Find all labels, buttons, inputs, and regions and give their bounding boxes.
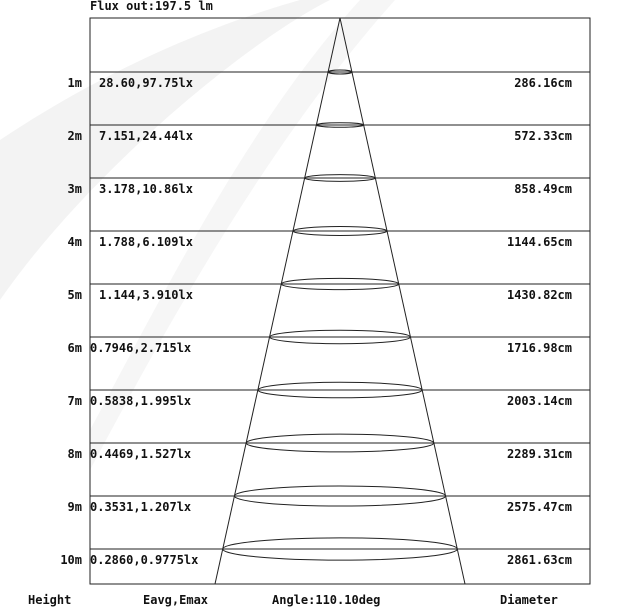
row-height-label: 8m	[67, 447, 82, 461]
row-illuminance-label: 0.2860,0.9775lx	[90, 553, 199, 567]
row-height-label: 5m	[67, 288, 82, 302]
row-diameter-label: 572.33cm	[514, 129, 572, 143]
flux-out-label: Flux out:197.5 lm	[90, 0, 213, 13]
row-height-label: 3m	[67, 182, 82, 196]
row-illuminance-label: 7.151,24.44lx	[99, 129, 193, 143]
eavg-emax-column-label: Eavg,Emax	[143, 593, 209, 607]
cone-left-edge	[215, 18, 340, 584]
row-illuminance-label: 0.3531,1.207lx	[90, 500, 192, 514]
watermark-swoosh	[0, 0, 330, 300]
row-height-label: 7m	[67, 394, 82, 408]
row-labels	[60, 76, 572, 567]
row-diameter-label: 286.16cm	[514, 76, 572, 90]
row-diameter-label: 2003.14cm	[506, 394, 572, 408]
row-height-label: 1m	[67, 76, 82, 90]
diameter-column-label: Diameter	[500, 593, 558, 607]
row-height-label: 6m	[67, 341, 82, 355]
row-diameter-label: 1144.65cm	[506, 235, 572, 249]
row-illuminance-label: 28.60,97.75lx	[99, 76, 193, 90]
row-diameter-label: 2575.47cm	[506, 500, 572, 514]
row-diameter-label: 1430.82cm	[506, 288, 572, 302]
row-illuminance-label: 0.4469,1.527lx	[90, 447, 192, 461]
row-illuminance-label: 0.5838,1.995lx	[90, 394, 192, 408]
row-height-label: 9m	[67, 500, 82, 514]
row-illuminance-label: 3.178,10.86lx	[99, 182, 193, 196]
row-height-label: 10m	[60, 553, 82, 567]
row-diameter-label: 2289.31cm	[506, 447, 572, 461]
row-diameter-label: 2861.63cm	[506, 553, 572, 567]
beam-angle-label: Angle:110.10deg	[272, 593, 381, 607]
row-diameter-label: 858.49cm	[514, 182, 572, 196]
row-illuminance-label: 1.788,6.109lx	[99, 235, 193, 249]
cone-right-edge	[340, 18, 465, 584]
row-height-label: 2m	[67, 129, 82, 143]
height-column-label: Height	[28, 593, 72, 607]
beam-cone	[215, 18, 465, 584]
row-illuminance-label: 0.7946,2.715lx	[90, 341, 192, 355]
row-height-label: 4m	[67, 235, 82, 249]
row-illuminance-label: 1.144,3.910lx	[99, 288, 193, 302]
row-diameter-label: 1716.98cm	[506, 341, 572, 355]
